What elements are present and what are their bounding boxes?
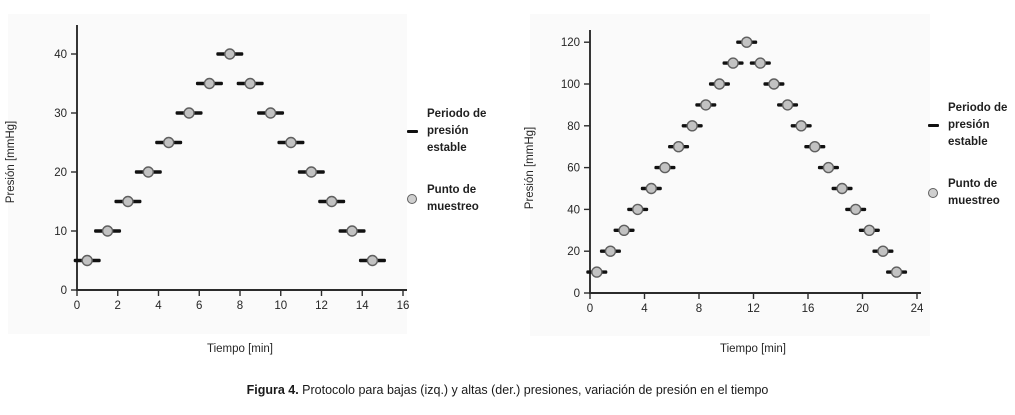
x-tick-label: 14 [355,300,369,312]
y-tick-label: 20 [567,246,580,259]
sample-point-circle-icon [407,194,417,204]
sample-point-marker [592,267,602,277]
sample-point-marker [123,197,133,207]
sample-point-marker [619,225,629,235]
sample-point-marker [864,225,874,235]
sample-point-marker [103,226,113,236]
legend-line: Periodo de [427,108,487,120]
sample-point-marker [605,246,615,256]
legend-item-stable-period [928,100,1007,151]
sample-point-marker [783,100,793,110]
stable-period-dash-icon [928,124,939,128]
sample-point-marker [245,79,255,89]
sample-point-marker [878,246,888,256]
sample-point-marker [660,163,670,173]
legend-line: Punto de [948,178,998,190]
sample-point-circle-icon [928,188,938,198]
legend-item-stable-period [407,106,486,157]
x-tick-label: 8 [695,303,703,315]
x-tick-label: 0 [586,303,594,315]
sample-point-marker [266,108,276,118]
sample-point-marker [769,79,779,89]
caption-text: Protocolo para bajas (izq.) y altas (der.) presiones, variación de presión en el tiempo [302,383,769,397]
y-tick-label: 120 [560,37,580,50]
x-axis-label: Tiempo [min] [719,343,787,355]
sample-point-marker [633,204,643,214]
y-axis-label: Presión [mmHg] [5,120,17,204]
sample-point-marker [327,197,337,207]
sample-point-marker [143,167,153,177]
y-tick-label: 100 [560,79,580,91]
plot-area [8,14,407,334]
x-tick-label: 4 [155,300,162,312]
sample-point-marker [728,58,738,68]
y-tick-label: 0 [573,288,580,300]
sample-point-marker [347,226,357,236]
sample-point-marker [646,184,656,194]
x-tick-label: 16 [396,300,410,312]
sample-point-marker [823,163,833,173]
legend-right [928,100,1007,210]
stable-period-dash-icon [407,130,418,134]
x-axis-label: Tiempo [min] [206,343,274,355]
x-tick-label: 12 [315,300,328,312]
y-tick-label: 60 [567,162,580,175]
sample-point-marker [837,184,847,194]
x-tick-label: 8 [236,300,244,312]
sample-point-marker [755,58,765,68]
legend-line: Periodo de [948,102,1008,114]
legend-line: presión [427,125,469,137]
x-tick-label: 20 [856,303,869,315]
legend-line: estable [948,136,988,148]
y-axis-label: Presión [mmHg] [524,126,536,210]
legend-line: estable [427,142,467,154]
legend-item-sample-point [407,182,486,216]
figure-caption [0,383,1015,397]
x-tick-label: 2 [114,300,121,312]
x-tick-label: 12 [747,303,760,315]
sample-point-marker [796,121,806,131]
legend-item-sample-point [928,176,1007,210]
sample-point-marker [204,79,214,89]
x-tick-label: 6 [196,300,203,312]
sample-point-marker [714,79,724,89]
sample-point-marker [225,49,235,59]
sample-point-marker [184,108,194,118]
y-tick-label: 40 [567,204,580,217]
legend-line: presión [948,119,990,131]
y-tick-label: 40 [54,49,67,61]
sample-point-marker [810,142,820,152]
sample-point-marker [742,37,752,47]
x-tick-label: 10 [274,300,288,312]
sample-point-marker [892,267,902,277]
x-tick-label: 4 [641,303,648,315]
legend-label-sample-point [948,176,1000,210]
legend-label-sample-point [427,182,479,216]
sample-point-marker [687,121,697,131]
sample-point-marker [306,167,316,177]
sample-point-marker [674,142,684,152]
x-tick-label: 24 [910,303,924,315]
sample-point-marker [286,138,296,148]
legend-label-stable-period [427,106,486,157]
sample-point-marker [851,204,861,214]
legend-left [407,106,486,216]
x-tick-label: 0 [73,300,81,312]
x-tick-label: 16 [801,303,815,315]
sample-point-marker [367,256,377,266]
y-tick-label: 20 [54,167,67,179]
sample-point-marker [82,256,92,266]
y-tick-label: 30 [54,108,67,120]
high-pressure-protocol-chart [524,14,930,355]
legend-line: muestreo [427,201,479,213]
legend-line: muestreo [948,195,1000,207]
y-tick-label: 10 [54,226,67,238]
legend-line: Punto de [427,184,477,196]
y-tick-label: 80 [567,120,580,133]
sample-point-marker [701,100,711,110]
low-pressure-protocol-chart [5,14,409,355]
caption-label: Figura 4. [246,383,299,397]
sample-point-marker [164,138,174,148]
legend-label-stable-period [948,100,1007,151]
y-tick-label: 0 [60,285,67,297]
